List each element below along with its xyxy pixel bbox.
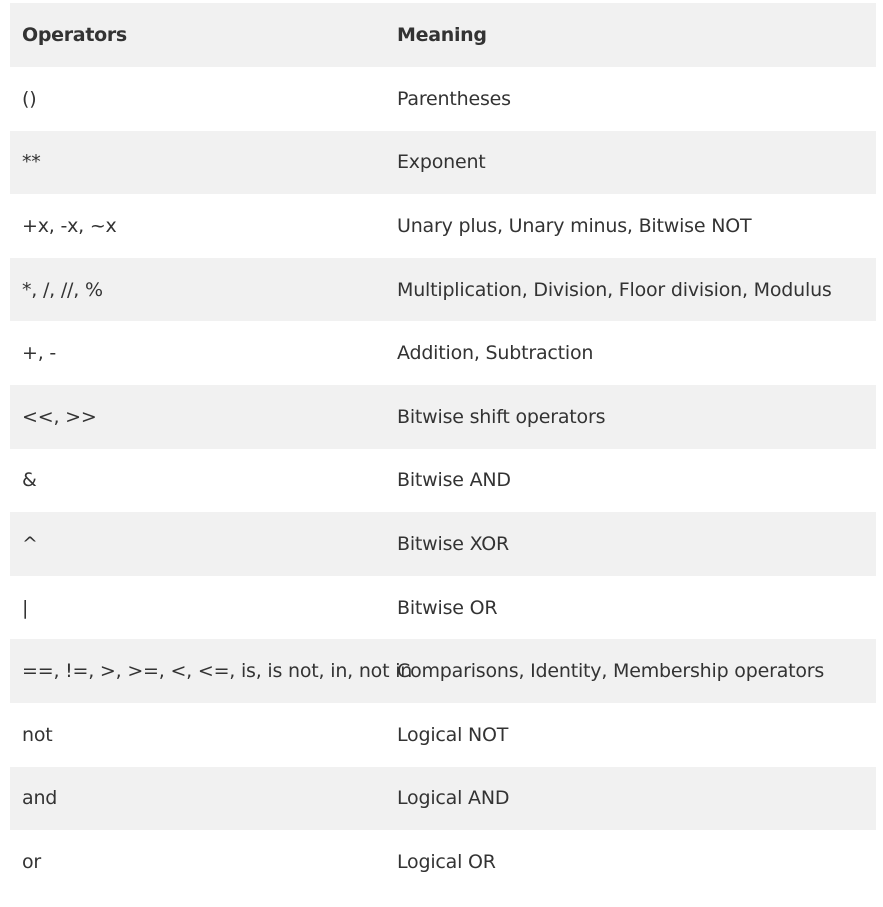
meaning-cell: Bitwise shift operators: [397, 405, 606, 428]
table-row: [10, 767, 876, 831]
operator-cell: +x, -x, ~x: [22, 214, 117, 237]
table-row: [10, 321, 876, 385]
table-header-row: [10, 3, 876, 67]
meaning-cell: Comparisons, Identity, Membership operators: [397, 660, 825, 683]
table-row: [10, 194, 876, 258]
meaning-cell: Exponent: [397, 151, 486, 174]
table-row: [10, 830, 876, 894]
operator-cell: +, -: [22, 342, 57, 365]
operator-cell: ==, !=, >, >=, <, <=, is, is not, in, not in: [22, 660, 413, 683]
table-row: [10, 639, 876, 703]
header-operators: Operators: [22, 24, 127, 46]
table-row: [10, 131, 876, 195]
operator-cell: or: [22, 850, 42, 873]
operator-cell: &: [22, 469, 37, 492]
table-row: [10, 576, 876, 640]
meaning-cell: Addition, Subtraction: [397, 342, 594, 365]
operator-cell: *, /, //, %: [22, 278, 103, 301]
operator-cell: not: [22, 723, 53, 746]
table-row: [10, 512, 876, 576]
operator-cell: (): [22, 87, 37, 110]
operator-precedence-table-container: [10, 3, 876, 894]
table-row: [10, 703, 876, 767]
operator-cell: **: [22, 151, 41, 174]
header-meaning: Meaning: [397, 24, 487, 46]
table-row: [10, 67, 876, 131]
operator-precedence-table: [10, 3, 876, 894]
meaning-cell: Bitwise AND: [397, 469, 511, 492]
meaning-cell: Bitwise XOR: [397, 532, 509, 555]
operator-cell: <<, >>: [22, 405, 97, 428]
table-row: [10, 385, 876, 449]
operator-cell: |: [22, 596, 29, 619]
meaning-cell: Logical NOT: [397, 723, 509, 746]
meaning-cell: Multiplication, Division, Floor division, Modulus: [397, 278, 832, 301]
meaning-cell: Logical OR: [397, 850, 496, 873]
table-row: [10, 258, 876, 322]
meaning-cell: Unary plus, Unary minus, Bitwise NOT: [397, 214, 752, 237]
operator-cell: ^: [22, 532, 38, 555]
operator-cell: and: [22, 787, 58, 810]
meaning-cell: Parentheses: [397, 87, 511, 110]
table-row: [10, 449, 876, 513]
meaning-cell: Logical AND: [397, 787, 510, 810]
meaning-cell: Bitwise OR: [397, 596, 498, 619]
